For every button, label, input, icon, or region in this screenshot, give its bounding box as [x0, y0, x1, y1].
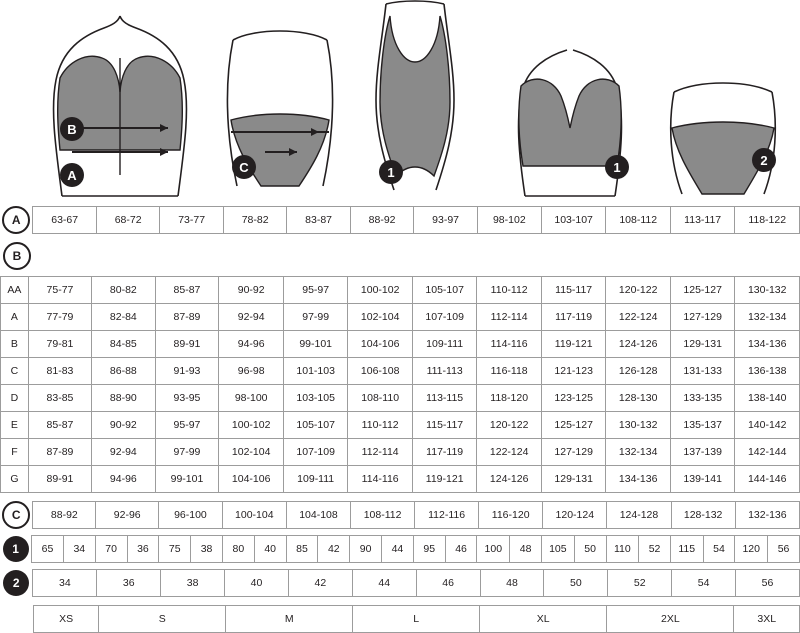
marker-two: 2	[3, 570, 29, 596]
cell-1-7: 40	[254, 536, 286, 563]
cup-label-g: G	[1, 466, 29, 493]
cell-b-3-7: 116-118	[477, 358, 542, 385]
cell-b-1-0: 77-79	[28, 304, 91, 331]
cell-b-5-11: 140-142	[735, 412, 800, 439]
row-sizes	[0, 605, 800, 633]
cell-b-7-4: 109-111	[283, 466, 348, 493]
cell-b-4-11: 138-140	[735, 385, 800, 412]
cell-b-1-7: 112-114	[477, 304, 542, 331]
figure-badge-one-back: 1	[605, 155, 629, 179]
cell-b-2-8: 119-121	[541, 331, 606, 358]
cell-b-5-4: 105-107	[283, 412, 348, 439]
cell-b-7-2: 99-101	[155, 466, 219, 493]
cell-b-0-7: 110-112	[477, 277, 542, 304]
table-row	[1, 358, 800, 385]
row-a	[0, 206, 800, 234]
cell-b-2-1: 84-85	[92, 331, 155, 358]
cell-2-11: 56	[736, 570, 800, 597]
cell-b-6-2: 97-99	[155, 439, 219, 466]
cell-b-2-11: 134-136	[735, 331, 800, 358]
table-underbust	[32, 206, 800, 234]
table-row	[33, 570, 800, 597]
cell-b-1-8: 117-119	[541, 304, 606, 331]
row-two	[0, 569, 800, 597]
cell-1-20: 115	[670, 536, 703, 563]
cell-b-7-10: 139-141	[670, 466, 735, 493]
cell-b-6-10: 137-139	[670, 439, 735, 466]
cell-b-1-5: 102-104	[348, 304, 413, 331]
cell-1-18: 110	[606, 536, 639, 563]
cell-2-8: 50	[544, 570, 608, 597]
table-row	[32, 536, 800, 563]
cell-b-6-4: 107-109	[283, 439, 348, 466]
cell-b-2-9: 124-126	[606, 331, 671, 358]
cell-c-11: 132-136	[735, 502, 799, 529]
cell-b-0-5: 100-102	[348, 277, 413, 304]
row-b	[0, 276, 800, 493]
cell-b-0-4: 95-97	[283, 277, 348, 304]
cell-b-5-2: 95-97	[155, 412, 219, 439]
cell-b-4-0: 83-85	[28, 385, 91, 412]
cell-b-1-11: 132-134	[735, 304, 800, 331]
cell-c-0: 88-92	[33, 502, 96, 529]
cell-b-0-3: 90-92	[219, 277, 284, 304]
cell-b-6-6: 117-119	[412, 439, 477, 466]
size-l: L	[353, 606, 480, 633]
cell-b-6-11: 142-144	[735, 439, 800, 466]
figure-bra-back-view	[495, 40, 645, 205]
figure-badge-two: 2	[752, 148, 776, 172]
cell-b-2-6: 109-111	[412, 331, 477, 358]
cell-b-3-0: 81-83	[28, 358, 91, 385]
cell-b-1-10: 127-129	[670, 304, 735, 331]
cell-b-4-1: 88-90	[92, 385, 155, 412]
cell-b-5-5: 110-112	[348, 412, 413, 439]
cell-b-5-0: 85-87	[28, 412, 91, 439]
cell-b-5-6: 115-117	[412, 412, 477, 439]
cell-b-6-5: 112-114	[348, 439, 413, 466]
cell-2-1: 36	[97, 570, 161, 597]
cell-b-7-8: 129-131	[541, 466, 606, 493]
table-row	[1, 331, 800, 358]
cell-b-5-7: 120-122	[477, 412, 542, 439]
table-row	[1, 466, 800, 493]
marker-one: 1	[3, 536, 29, 562]
cup-label-d: D	[1, 385, 29, 412]
cell-c-4: 104-108	[286, 502, 350, 529]
table-row	[1, 385, 800, 412]
cell-b-4-3: 98-100	[219, 385, 284, 412]
figure-bra-front-view	[20, 0, 220, 205]
cell-1-5: 38	[191, 536, 223, 563]
cell-b-3-5: 106-108	[348, 358, 413, 385]
cell-b-7-3: 104-106	[219, 466, 284, 493]
cell-b-2-10: 129-131	[670, 331, 735, 358]
table-row	[33, 207, 800, 234]
cell-1-0: 65	[32, 536, 64, 563]
cell-b-4-4: 103-105	[283, 385, 348, 412]
cell-2-6: 46	[416, 570, 480, 597]
cell-b-3-3: 96-98	[219, 358, 284, 385]
cell-1-9: 42	[318, 536, 350, 563]
cell-1-14: 100	[477, 536, 510, 563]
cell-b-3-10: 131-133	[670, 358, 735, 385]
marker-c: C	[2, 501, 30, 529]
cup-label-aa: AA	[1, 277, 29, 304]
cell-b-6-7: 122-124	[477, 439, 542, 466]
cell-b-6-1: 92-94	[92, 439, 155, 466]
cell-2-2: 38	[161, 570, 225, 597]
cell-b-7-1: 94-96	[92, 466, 155, 493]
cell-1-22: 120	[735, 536, 768, 563]
cell-b-0-8: 115-117	[541, 277, 606, 304]
cell-2-10: 54	[672, 570, 736, 597]
cell-b-2-5: 104-106	[348, 331, 413, 358]
cup-label-e: E	[1, 412, 29, 439]
size-m: M	[226, 606, 353, 633]
cell-1-2: 70	[95, 536, 127, 563]
cell-b-7-11: 144-146	[735, 466, 800, 493]
cell-a-9: 108-112	[606, 207, 671, 234]
cell-2-7: 48	[480, 570, 544, 597]
cell-b-2-3: 94-96	[219, 331, 284, 358]
cell-1-11: 44	[382, 536, 414, 563]
cup-label-f: F	[1, 439, 29, 466]
table-band-size	[31, 535, 800, 563]
cell-b-6-3: 102-104	[219, 439, 284, 466]
cell-2-4: 42	[288, 570, 352, 597]
cell-2-3: 40	[225, 570, 289, 597]
figure-illustrations	[0, 0, 800, 200]
marker-b: B	[3, 242, 31, 270]
cell-1-19: 52	[639, 536, 671, 563]
cell-a-11: 118-122	[735, 207, 800, 234]
cell-2-0: 34	[33, 570, 97, 597]
cell-b-4-7: 118-120	[477, 385, 542, 412]
table-letter-sizes	[33, 605, 800, 633]
cell-b-7-5: 114-116	[348, 466, 413, 493]
cell-1-1: 34	[63, 536, 95, 563]
cell-c-3: 100-104	[222, 502, 286, 529]
cell-b-5-9: 130-132	[606, 412, 671, 439]
cell-b-4-5: 108-110	[348, 385, 413, 412]
cell-b-5-8: 125-127	[541, 412, 606, 439]
cell-1-6: 80	[222, 536, 254, 563]
cell-b-7-9: 134-136	[606, 466, 671, 493]
cup-label-b: B	[1, 331, 29, 358]
cell-b-3-1: 86-88	[92, 358, 155, 385]
cell-1-10: 90	[350, 536, 382, 563]
marker-a: A	[2, 206, 30, 234]
cell-b-5-3: 100-102	[219, 412, 284, 439]
cell-b-3-6: 111-113	[412, 358, 477, 385]
table-row	[33, 502, 800, 529]
cell-b-7-7: 124-126	[477, 466, 542, 493]
table-row	[1, 439, 800, 466]
cell-c-7: 116-120	[479, 502, 543, 529]
cell-c-8: 120-124	[543, 502, 607, 529]
cell-b-6-9: 132-134	[606, 439, 671, 466]
row-b-marker-wrap	[0, 242, 34, 270]
cell-1-23: 56	[768, 536, 800, 563]
table-row	[1, 304, 800, 331]
cell-b-1-6: 107-109	[412, 304, 477, 331]
cell-b-4-9: 128-130	[606, 385, 671, 412]
cell-1-15: 48	[510, 536, 542, 563]
cell-b-3-8: 121-123	[541, 358, 606, 385]
table-row	[1, 412, 800, 439]
cell-a-1: 68-72	[96, 207, 159, 234]
table-row	[1, 277, 800, 304]
cell-2-9: 52	[608, 570, 672, 597]
table-hips	[32, 501, 800, 529]
cell-b-2-2: 89-91	[155, 331, 219, 358]
cell-a-3: 78-82	[223, 207, 286, 234]
cell-b-1-2: 87-89	[155, 304, 219, 331]
cell-a-8: 103-107	[541, 207, 606, 234]
cell-b-3-4: 101-103	[283, 358, 348, 385]
cell-1-13: 46	[445, 536, 477, 563]
cell-c-5: 108-112	[351, 502, 415, 529]
cell-b-0-10: 125-127	[670, 277, 735, 304]
cell-b-4-6: 113-115	[412, 385, 477, 412]
cup-label-c: C	[1, 358, 29, 385]
cell-b-4-2: 93-95	[155, 385, 219, 412]
cell-2-5: 44	[352, 570, 416, 597]
size-xs: XS	[34, 606, 99, 633]
cell-b-0-6: 105-107	[412, 277, 477, 304]
cell-b-1-9: 122-124	[606, 304, 671, 331]
table-bottom-size	[32, 569, 800, 597]
cell-a-10: 113-117	[670, 207, 734, 234]
cell-b-4-10: 133-135	[670, 385, 735, 412]
cell-b-3-9: 126-128	[606, 358, 671, 385]
cell-b-4-8: 123-125	[541, 385, 606, 412]
cell-b-3-11: 136-138	[735, 358, 800, 385]
cell-b-7-0: 89-91	[28, 466, 91, 493]
cell-b-7-6: 119-121	[412, 466, 477, 493]
cell-b-0-2: 85-87	[155, 277, 219, 304]
cell-b-0-11: 130-132	[735, 277, 800, 304]
cell-b-2-0: 79-81	[28, 331, 91, 358]
cell-1-12: 95	[413, 536, 445, 563]
figure-badge-one: 1	[379, 160, 403, 184]
cell-b-0-0: 75-77	[28, 277, 91, 304]
cell-b-0-9: 120-122	[606, 277, 671, 304]
cell-1-4: 75	[159, 536, 191, 563]
cell-1-8: 85	[286, 536, 318, 563]
cell-b-3-2: 91-93	[155, 358, 219, 385]
cell-b-1-4: 97-99	[283, 304, 348, 331]
table-bust-cup	[0, 276, 800, 493]
size-xl: XL	[480, 606, 607, 633]
cell-1-3: 36	[127, 536, 159, 563]
cell-b-6-8: 127-129	[541, 439, 606, 466]
figure-hip-view	[215, 0, 345, 205]
cell-a-6: 93-97	[414, 207, 477, 234]
size-3xl: 3XL	[734, 606, 800, 633]
cell-a-2: 73-77	[160, 207, 223, 234]
cup-label-a: A	[1, 304, 29, 331]
cell-a-5: 88-92	[350, 207, 413, 234]
cell-b-0-1: 80-82	[92, 277, 155, 304]
cell-b-5-1: 90-92	[92, 412, 155, 439]
row-c	[0, 501, 800, 529]
figure-one-piece-view	[350, 0, 480, 205]
cell-a-0: 63-67	[33, 207, 96, 234]
table-row	[34, 606, 800, 633]
cell-b-5-10: 135-137	[670, 412, 735, 439]
cell-a-7: 98-102	[477, 207, 541, 234]
cell-c-6: 112-116	[415, 502, 479, 529]
cell-a-4: 83-87	[287, 207, 350, 234]
cell-b-6-0: 87-89	[28, 439, 91, 466]
figure-badge-b: B	[60, 117, 84, 141]
cell-1-21: 54	[703, 536, 735, 563]
cell-c-2: 96-100	[159, 502, 223, 529]
cell-b-1-1: 82-84	[92, 304, 155, 331]
cell-b-1-3: 92-94	[219, 304, 284, 331]
figure-bikini-bottom-view	[660, 70, 790, 205]
cell-c-10: 128-132	[671, 502, 735, 529]
cell-c-1: 92-96	[96, 502, 159, 529]
cell-1-16: 105	[541, 536, 574, 563]
cell-c-9: 124-128	[607, 502, 671, 529]
cell-b-2-7: 114-116	[477, 331, 542, 358]
row-one	[0, 535, 800, 563]
cell-1-17: 50	[574, 536, 606, 563]
size-s: S	[99, 606, 226, 633]
figure-badge-a: A	[60, 163, 84, 187]
size-2xl: 2XL	[607, 606, 734, 633]
figure-badge-c: C	[232, 155, 256, 179]
cell-b-2-4: 99-101	[283, 331, 348, 358]
